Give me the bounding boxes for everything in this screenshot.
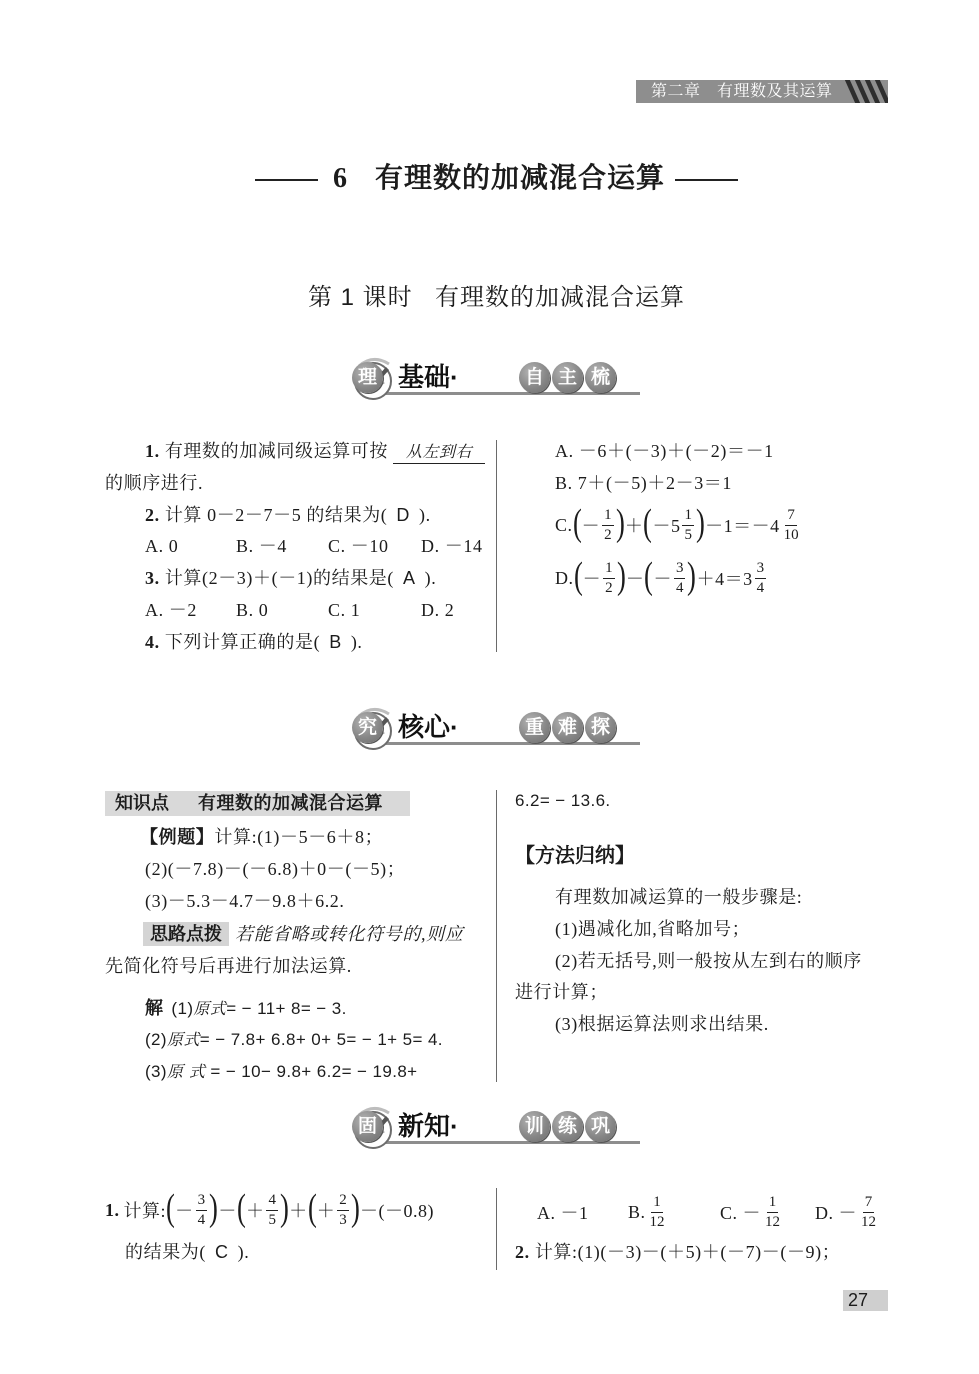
solution-part: (3) xyxy=(145,1062,167,1081)
answer-choice: C xyxy=(215,1242,229,1262)
solution-expression: = − 7.8+ 6.8+ 0+ 5= − 1+ 5= 4. xyxy=(199,1030,443,1049)
bracket: ) xyxy=(687,555,697,597)
denominator: 12 xyxy=(765,1213,781,1230)
numerator: 3 xyxy=(674,560,686,579)
option-d xyxy=(555,555,768,601)
solution-expression: = − 11+ 8= − 3. xyxy=(226,999,347,1018)
banner-tag: 自 xyxy=(519,362,550,393)
option-b xyxy=(628,1189,669,1235)
banner-tag: 梳 xyxy=(585,362,616,393)
method-line: 有理数加减运算的一般步骤是: xyxy=(555,887,803,907)
fraction xyxy=(602,507,614,544)
example-line-1 xyxy=(140,825,383,849)
math-text: － xyxy=(175,1201,194,1221)
math-text: ＋ xyxy=(624,516,644,536)
question-text: 的结果为( xyxy=(125,1242,206,1262)
bracket: ) xyxy=(616,555,626,597)
chapter-header xyxy=(636,80,888,103)
math-text: C. xyxy=(555,514,573,535)
question-close: ). xyxy=(237,1242,250,1262)
knowledge-point-title: 有理数的加减混合运算 xyxy=(198,793,383,813)
fraction xyxy=(337,1192,349,1229)
question-number: 2. xyxy=(145,505,160,525)
banner-tag: 练 xyxy=(552,1111,583,1142)
banner-tag: 训 xyxy=(519,1111,550,1142)
header-stripes xyxy=(846,80,888,103)
option-d: D. 2 xyxy=(421,600,455,620)
math-text: ＋ xyxy=(245,1201,265,1221)
math-text: －5 xyxy=(652,516,681,536)
example-label: 【例题】 xyxy=(140,827,215,847)
math-text: B. xyxy=(628,1201,646,1222)
math-text: －(－0.8) xyxy=(359,1201,434,1221)
method-line: (3)根据运算法则求出结果. xyxy=(555,1014,769,1034)
example-text: 计算:(1)－5－6＋8； xyxy=(214,827,384,847)
denominator: 5 xyxy=(268,1211,276,1228)
hint-text-continued: 先简化符号后再进行加法运算. xyxy=(105,956,352,976)
numerator: 1 xyxy=(602,507,614,526)
banner-main-text: 新知· xyxy=(398,1111,459,1141)
bracket: ) xyxy=(615,502,625,544)
math-text: C. － xyxy=(720,1203,762,1223)
solution-label: 解 xyxy=(145,998,164,1018)
numerator: 4 xyxy=(266,1192,278,1211)
option-b: B. －4 xyxy=(236,536,288,556)
fraction xyxy=(603,560,615,597)
denominator: 4 xyxy=(197,1211,206,1228)
practice-question-2 xyxy=(515,1240,840,1264)
practice-question-1-continued xyxy=(125,1240,249,1264)
solution-step-3 xyxy=(145,1060,418,1084)
numerator: 7 xyxy=(785,507,797,526)
fraction xyxy=(859,1194,878,1231)
lesson-number: 第 1 课时 xyxy=(308,284,413,311)
denominator: 12 xyxy=(861,1213,876,1230)
example-line-2: (2)(－7.8)－(－6.8)＋0－(－5)； xyxy=(145,859,406,879)
math-expression xyxy=(628,1194,669,1231)
question-close: ). xyxy=(419,505,431,525)
method-summary-title: 【方法归纳】 xyxy=(515,845,635,867)
question-4 xyxy=(145,630,363,654)
bracket: ) xyxy=(209,1187,219,1229)
option-a: A. －2 xyxy=(145,600,197,620)
fraction xyxy=(782,507,801,544)
fraction xyxy=(682,507,694,544)
banner-tag: 究 xyxy=(352,712,383,743)
math-text: 计算: xyxy=(123,1201,167,1221)
fraction xyxy=(763,1194,782,1231)
question-text: 计算:(1)(－3)－(＋5)＋(－7)－(－9)； xyxy=(534,1242,841,1262)
denominator: 3 xyxy=(339,1211,347,1228)
column-divider xyxy=(496,1188,497,1270)
section-number: 6 xyxy=(333,163,348,194)
numerator: 2 xyxy=(337,1192,349,1211)
option-c xyxy=(555,502,803,548)
option-a: A. 0 xyxy=(145,536,179,556)
bracket: ( xyxy=(572,502,582,544)
method-line: (1)遇减化加,省略加号； xyxy=(555,919,751,939)
question-number: 4. xyxy=(145,632,160,652)
solution-part: (1) xyxy=(171,999,194,1018)
banner-tag: 巩 xyxy=(585,1111,616,1142)
math-expression xyxy=(537,1199,589,1225)
option-b: B. 7＋(－5)＋2－3＝1 xyxy=(555,473,732,493)
page-number: 27 xyxy=(843,1290,888,1311)
fraction xyxy=(674,560,686,597)
chapter-title: 第二章 有理数及其运算 xyxy=(651,83,833,100)
math-text: － xyxy=(581,516,601,536)
math-text: ＋4＝3 xyxy=(696,569,753,589)
banner-main-text: 核心· xyxy=(398,712,459,742)
denominator: 4 xyxy=(756,579,765,596)
bracket: ( xyxy=(236,1187,247,1229)
bracket: ) xyxy=(350,1187,360,1229)
bracket: ) xyxy=(695,502,706,544)
answer-choice: B xyxy=(329,632,342,652)
question-number: 3. xyxy=(145,568,160,588)
banner-tag: 难 xyxy=(552,712,583,743)
math-expression xyxy=(815,1194,880,1231)
question-close: ). xyxy=(424,568,437,588)
fraction xyxy=(755,560,767,597)
page-title: 有理数的加减混合运算 xyxy=(375,163,666,194)
answer-choice: A xyxy=(402,568,416,588)
question-number: 1. xyxy=(145,441,160,461)
banner-main-text: 基础· xyxy=(398,362,459,392)
question-text: 计算 0－2－7－5 的结果为( xyxy=(164,505,388,525)
method-line: (2)若无括号,则一般按从左到右的顺序 xyxy=(555,951,862,971)
knowledge-point-header xyxy=(105,791,410,816)
banner-tag: 主 xyxy=(552,362,583,393)
hint-label: 思路点拨 xyxy=(143,922,229,946)
bracket: ( xyxy=(643,502,653,544)
solution-word: 原式 xyxy=(193,999,227,1018)
math-expression xyxy=(720,1194,784,1231)
practice-question-1 xyxy=(105,1187,434,1233)
question-number: 1. xyxy=(105,1199,120,1220)
solution-word: 原式 xyxy=(166,1030,200,1049)
hint-text: 若能省略或转化符号的,则应 xyxy=(235,924,464,944)
math-expression xyxy=(555,502,803,544)
numerator: 1 xyxy=(603,560,615,579)
column-divider xyxy=(496,440,497,652)
option-a: A. －6＋(－3)＋(－2)＝－1 xyxy=(555,441,774,461)
math-expression xyxy=(123,1187,434,1229)
section-banner-basics xyxy=(352,355,647,405)
fraction xyxy=(196,1192,208,1229)
math-text: D. － xyxy=(815,1203,857,1223)
solution-expression: = − 10− 9.8+ 6.2= − 19.8+ xyxy=(205,1062,418,1081)
question-number: 2. xyxy=(515,1242,530,1262)
solution-continued: 6.2= − 13.6. xyxy=(515,791,611,810)
solution-step-1 xyxy=(145,996,347,1020)
question-1-continued: 的顺序进行. xyxy=(105,473,204,493)
banner-tag: 探 xyxy=(585,712,616,743)
method-line: 进行计算； xyxy=(515,982,608,1002)
solution-word: 原 式 xyxy=(166,1062,206,1081)
math-text: －1＝－4 xyxy=(705,516,780,536)
lesson-title: 有理数的加减混合运算 xyxy=(435,284,685,311)
option-c: C. 1 xyxy=(328,600,361,620)
solution-step-2 xyxy=(145,1028,443,1052)
math-text: ＋ xyxy=(289,1201,308,1221)
bracket: ( xyxy=(165,1187,176,1229)
numerator: 3 xyxy=(755,560,767,579)
question-2 xyxy=(145,503,431,527)
banner-tag: 重 xyxy=(519,712,550,743)
banner-tag: 理 xyxy=(352,362,383,393)
math-text: ＋ xyxy=(316,1201,336,1221)
section-banner-practice xyxy=(352,1104,647,1154)
math-expression xyxy=(555,555,768,597)
numerator: 7 xyxy=(863,1194,875,1213)
option-b: B. 0 xyxy=(236,600,269,620)
question-close: ). xyxy=(350,632,363,652)
option-c xyxy=(720,1189,784,1235)
math-text: D. xyxy=(555,567,574,588)
denominator: 4 xyxy=(675,579,684,596)
math-text: － xyxy=(582,569,602,589)
numerator: 3 xyxy=(196,1192,208,1211)
option-a xyxy=(537,1189,589,1235)
column-divider xyxy=(496,790,497,1082)
math-text: － xyxy=(625,569,645,589)
denominator: 2 xyxy=(605,579,613,596)
denominator: 5 xyxy=(684,526,692,543)
question-text: 下列计算正确的是( xyxy=(164,632,321,652)
denominator: 10 xyxy=(783,526,799,543)
numerator: 1 xyxy=(682,507,694,526)
numerator: 1 xyxy=(651,1194,663,1213)
bracket: ) xyxy=(279,1187,290,1229)
bracket: ( xyxy=(573,555,583,597)
title-rule-right xyxy=(675,179,738,181)
question-text: 计算(2－3)＋(－1)的结果是( xyxy=(164,568,394,588)
example-line-3: (3)－5.3－4.7－9.8＋6.2. xyxy=(145,891,345,911)
section-banner-core xyxy=(352,705,647,755)
denominator: 12 xyxy=(649,1213,665,1230)
denominator: 2 xyxy=(604,526,612,543)
math-text: A. －1 xyxy=(537,1203,589,1223)
math-text: － xyxy=(653,569,672,589)
knowledge-point-label: 知识点 xyxy=(115,793,169,813)
option-d xyxy=(815,1189,880,1235)
bracket: ( xyxy=(307,1187,317,1229)
option-d: D. －14 xyxy=(421,536,483,556)
fraction xyxy=(266,1192,278,1229)
question-1 xyxy=(145,439,485,463)
answer-blank: 从左到右 xyxy=(393,441,485,464)
title-rule-left xyxy=(255,179,318,181)
banner-tag: 固 xyxy=(352,1111,383,1142)
solution-part: (2) xyxy=(145,1030,167,1049)
question-3 xyxy=(145,566,436,590)
fraction xyxy=(648,1194,667,1231)
numerator: 1 xyxy=(767,1194,779,1213)
option-c: C. －10 xyxy=(328,536,389,556)
answer-choice: D xyxy=(396,505,411,525)
question-text: 有理数的加减同级运算可按 xyxy=(164,441,389,461)
math-text: － xyxy=(218,1201,237,1221)
bracket: ( xyxy=(644,555,654,597)
